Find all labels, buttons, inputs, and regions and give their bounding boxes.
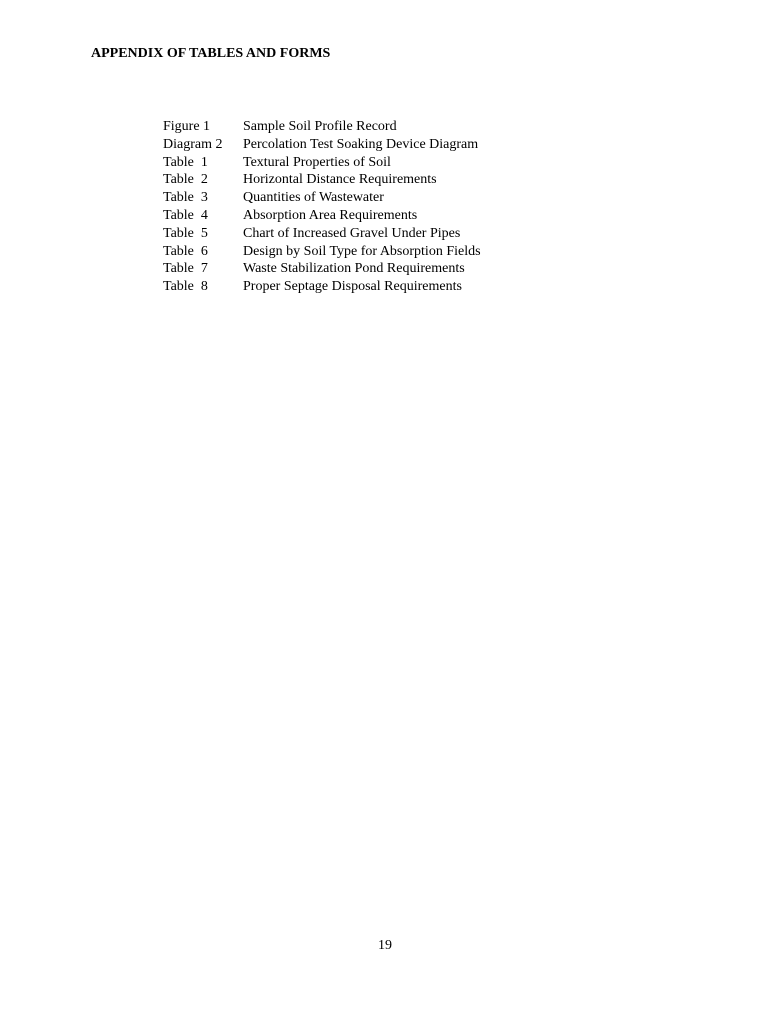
- entry-title: Sample Soil Profile Record: [243, 119, 397, 134]
- list-item: [163, 278, 481, 296]
- entry-label: Table 3: [163, 190, 208, 206]
- entry-title: Quantities of Wastewater: [243, 190, 384, 206]
- list-item: [163, 189, 481, 207]
- entry-label: Table 2: [163, 172, 208, 188]
- list-item: [163, 260, 481, 278]
- entry-label: Diagram 2: [163, 136, 223, 152]
- entry-title: Horizontal Distance Requirements: [243, 172, 437, 188]
- entry-title: Textural Properties of Soil: [243, 154, 391, 170]
- entry-title: Absorption Area Requirements: [243, 207, 418, 223]
- entry-label: Table 8: [163, 279, 208, 295]
- page-heading: APPENDIX OF TABLES AND FORMS: [91, 46, 331, 61]
- entry-label: Table 1: [163, 154, 208, 170]
- list-item: [163, 243, 481, 261]
- entry-label: Table 4: [163, 207, 208, 223]
- entry-label: Table 6: [163, 243, 208, 259]
- appendix-list: [163, 118, 481, 296]
- entry-label: Figure 1: [163, 119, 211, 134]
- entry-title: Design by Soil Type for Absorption Fields: [243, 243, 481, 259]
- entry-label: Table 7: [163, 261, 208, 277]
- entry-title: Proper Septage Disposal Requirements: [243, 279, 462, 295]
- list-item: [163, 171, 481, 189]
- list-item: [163, 207, 481, 225]
- list-item: [163, 154, 481, 172]
- list-item: [163, 136, 481, 154]
- page-number: 19: [378, 938, 392, 953]
- entry-title: Percolation Test Soaking Device Diagram: [243, 136, 479, 152]
- entry-label: Table 5: [163, 225, 208, 241]
- entry-title: Chart of Increased Gravel Under Pipes: [243, 225, 461, 241]
- list-item: [163, 118, 481, 136]
- entry-title: Waste Stabilization Pond Requirements: [243, 261, 465, 277]
- list-item: [163, 225, 481, 243]
